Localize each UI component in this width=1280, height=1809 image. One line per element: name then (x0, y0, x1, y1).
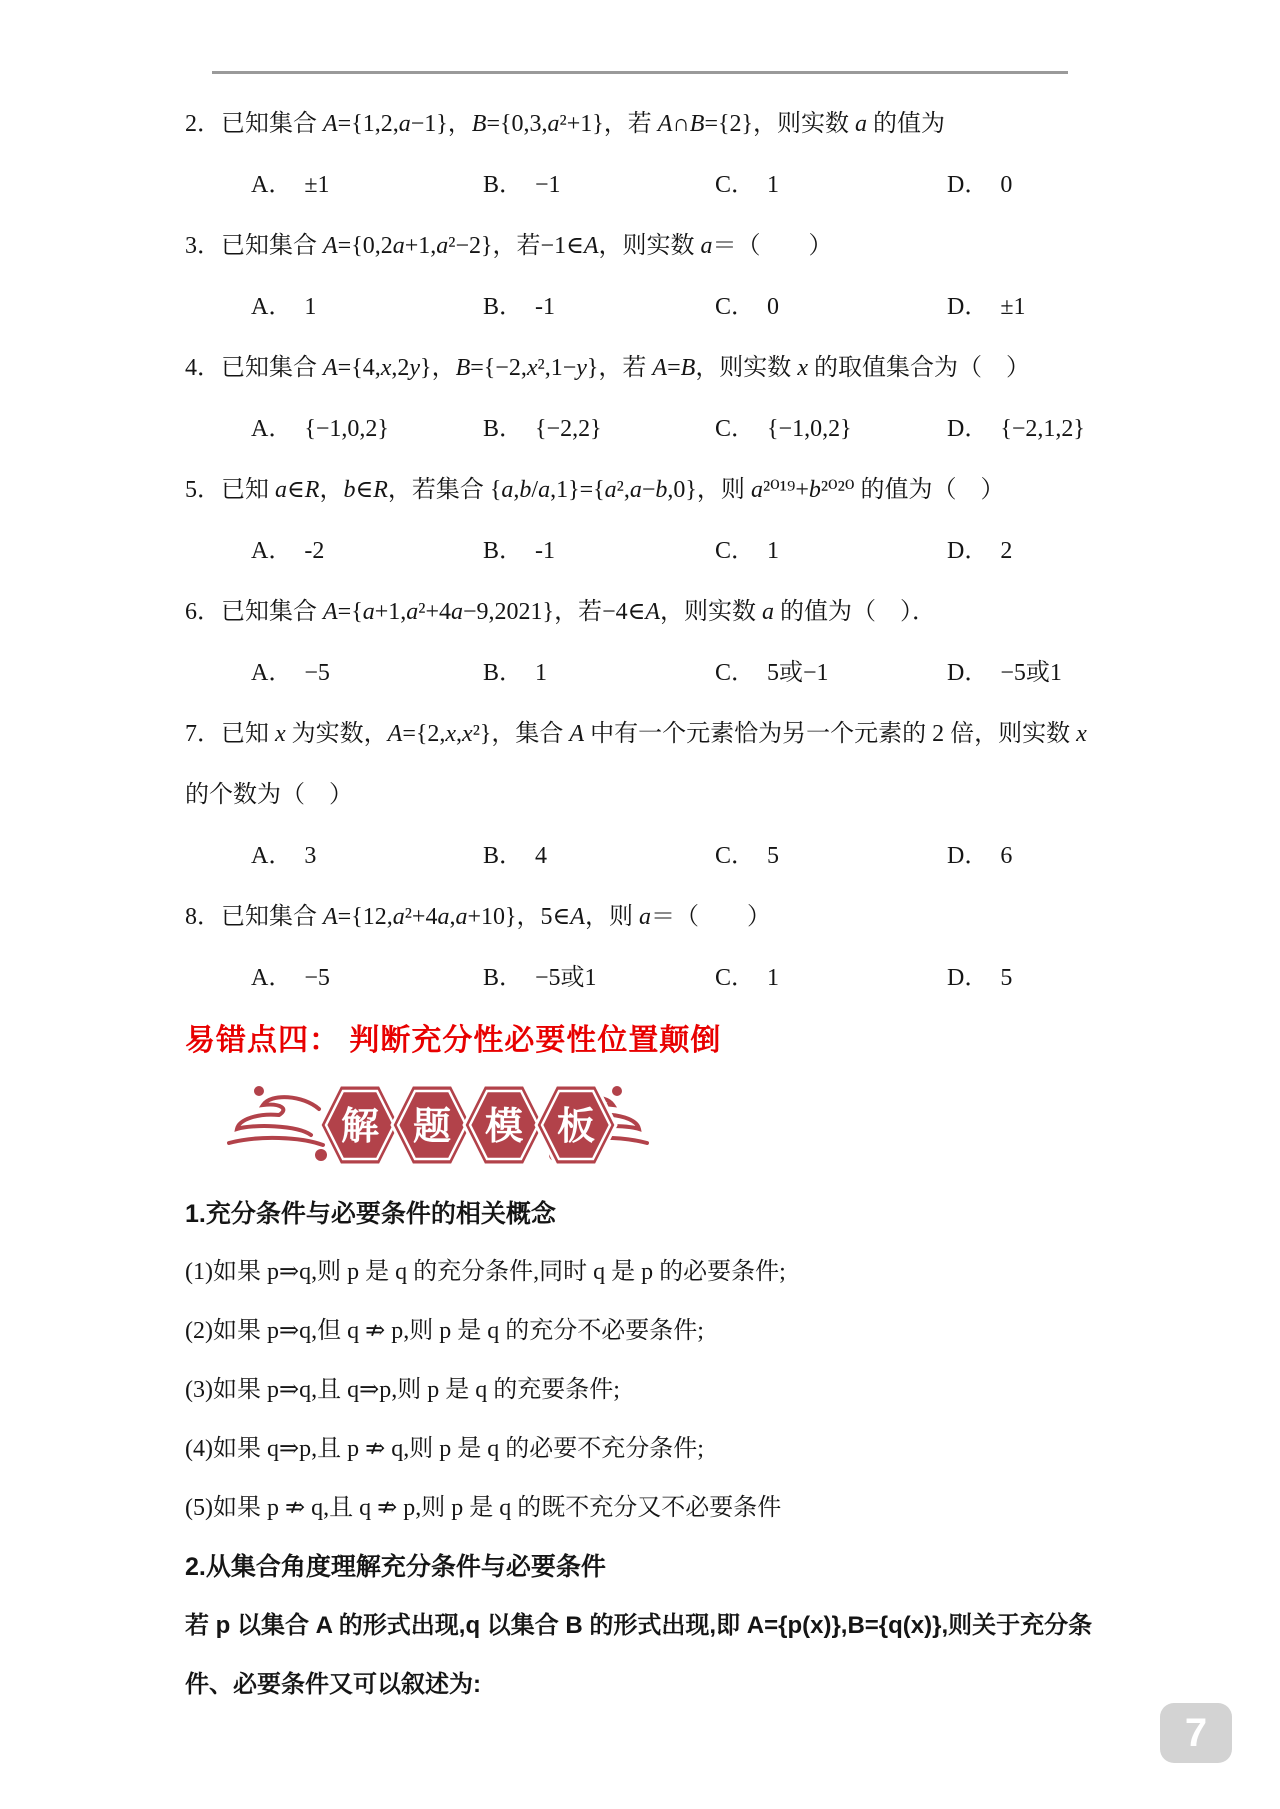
section-heading: 易错点四： 判断充分性必要性位置颠倒 (185, 1024, 722, 1057)
option-label: D． (947, 843, 989, 869)
option (715, 826, 947, 887)
page-number: 7 (1184, 1710, 1208, 1755)
page-number-badge (1160, 1703, 1232, 1763)
option-label: B． (483, 294, 524, 320)
question-stem: 6．已知集合 A={a+1,a²+4a−9,2021}，若−4∈A，则实数 a 的值为（ ）． (185, 599, 937, 625)
option (483, 399, 715, 460)
question-stem: 5．已知 a∈R，b∈R，若集合 {a,b/a,1}={a²,a−b,0}，则 a²⁰¹⁹+b²⁰²⁰ 的值为（ ） (185, 477, 1005, 503)
question-stem: 3．已知集合 A={0,2a+1,a²−2}，若−1∈A，则实数 a＝（ ） (185, 233, 833, 259)
option-text: 1 (767, 538, 780, 564)
option-text: −1 (535, 172, 561, 198)
question (185, 887, 1100, 1009)
notes-items (185, 1243, 1100, 1538)
option (251, 948, 483, 1009)
option (483, 948, 715, 1009)
option-text: 0 (767, 294, 780, 320)
option (947, 155, 1012, 216)
option-label: A． (251, 843, 293, 869)
option-label: A． (251, 538, 293, 564)
option (715, 521, 947, 582)
option-text: 5 (1000, 965, 1013, 991)
hexagon-char: 板 (556, 1106, 596, 1148)
option (483, 277, 715, 338)
top-divider (212, 71, 1068, 74)
option-text: -1 (535, 538, 556, 564)
question (185, 216, 1100, 338)
question-options (185, 643, 1100, 704)
option (947, 643, 1062, 704)
question-options (185, 155, 1100, 216)
hexagon-char: 解 (340, 1106, 380, 1148)
option-label: D． (947, 538, 989, 564)
content-area (185, 94, 1100, 1714)
note-item: (3)如果 p⇒q,且 q⇒p,则 p 是 q 的充要条件; (185, 1377, 620, 1403)
note-item: (4)如果 q⇒p,且 p ⇏ q,则 p 是 q 的必要不充分条件; (185, 1436, 704, 1462)
option-text: −5 (304, 965, 330, 991)
option-text: 1 (535, 660, 548, 686)
notes-heading-2: 2.从集合角度理解充分条件与必要条件 (185, 1553, 606, 1581)
option-text: −5 (304, 660, 330, 686)
notes-heading-1: 1.充分条件与必要条件的相关概念 (185, 1200, 556, 1228)
question-options (185, 826, 1100, 887)
option-label: B． (483, 416, 524, 442)
option-label: C． (715, 965, 756, 991)
option-text: 1 (767, 172, 780, 198)
option (947, 277, 1026, 338)
option-label: A． (251, 416, 293, 442)
option-text: 5或−1 (767, 660, 829, 686)
solution-template-badge (223, 1079, 653, 1171)
question-options (185, 277, 1100, 338)
option-label: B． (483, 660, 524, 686)
option-text: 0 (1000, 172, 1013, 198)
option-text: {−2,1,2} (1000, 416, 1085, 442)
option-label: D． (947, 660, 989, 686)
option (251, 399, 483, 460)
option-text: 6 (1000, 843, 1013, 869)
option-label: A． (251, 294, 293, 320)
note-item: (1)如果 p⇒q,则 p 是 q 的充分条件,同时 q 是 p 的必要条件; (185, 1259, 786, 1285)
option-label: D． (947, 965, 989, 991)
option-text: 5 (767, 843, 780, 869)
notes-para-line2: 件、必要条件又可以叙述为: (185, 1671, 481, 1698)
question-options (185, 521, 1100, 582)
option (715, 643, 947, 704)
option-label: C． (715, 172, 756, 198)
option (715, 948, 947, 1009)
question-stem: 4．已知集合 A={4,x,2y}，B={−2,x²,1−y}，若 A=B，则实数 x 的取值集合为（ ） (185, 355, 1030, 381)
notes-para-line1: 若 p 以集合 A 的形式出现,q 以集合 B 的形式出现,即 A={p(x)},B={q(x)},则关于充分条 (185, 1612, 1093, 1639)
hexagon-mo (464, 1085, 544, 1165)
option-label: D． (947, 294, 989, 320)
option (947, 826, 1012, 887)
question-stem: 7．已知 x 为实数，A={2,x,x²}，集合 A 中有一个元素恰为另一个元素的 2 倍，则实数 x (185, 721, 1087, 747)
option (483, 643, 715, 704)
option (715, 155, 947, 216)
option-text: 1 (767, 965, 780, 991)
option-text: {−2,2} (535, 416, 602, 442)
option-text: 2 (1000, 538, 1013, 564)
option (483, 155, 715, 216)
option-text: 1 (304, 294, 317, 320)
option-label: B． (483, 172, 524, 198)
question-stem: 的个数为（ ） (185, 782, 353, 808)
option-label: D． (947, 416, 989, 442)
note-item: (2)如果 p⇒q,但 q ⇏ p,则 p 是 q 的充分不必要条件; (185, 1318, 704, 1344)
option (947, 399, 1085, 460)
option-label: B． (483, 843, 524, 869)
badge-graphic (223, 1079, 653, 1171)
option (251, 826, 483, 887)
option (947, 948, 1012, 1009)
question (185, 460, 1100, 582)
question-stem: 8．已知集合 A={12,a²+4a,a+10}，5∈A，则 a＝（ ） (185, 904, 771, 930)
option-label: A． (251, 660, 293, 686)
question (185, 582, 1100, 704)
option-label: C． (715, 416, 756, 442)
option (483, 521, 715, 582)
option-label: C． (715, 843, 756, 869)
option-label: A． (251, 965, 293, 991)
option (715, 399, 947, 460)
hexagon-char: 模 (484, 1106, 524, 1148)
option-label: C． (715, 538, 756, 564)
option-label: A． (251, 172, 293, 198)
option-text: −5或1 (535, 965, 597, 991)
option-label: D． (947, 172, 989, 198)
option (251, 277, 483, 338)
option-text: {−1,0,2} (304, 416, 389, 442)
option-text: -1 (535, 294, 556, 320)
option-label: C． (715, 294, 756, 320)
question-options (185, 948, 1100, 1009)
option (251, 521, 483, 582)
option-text: {−1,0,2} (767, 416, 852, 442)
option-text: 4 (535, 843, 548, 869)
question-stem: 2．已知集合 A={1,2,a−1}，B={0,3,a²+1}，若 A∩B={2}，则实数 a 的值为 (185, 111, 946, 137)
option-label: B． (483, 538, 524, 564)
option (251, 643, 483, 704)
option-text: 3 (304, 843, 317, 869)
hexagon-char: 题 (412, 1106, 452, 1148)
hexagon-jie (320, 1085, 400, 1165)
option (251, 155, 483, 216)
cloud-ornament-left (229, 1086, 327, 1161)
hexagon-ti (392, 1085, 472, 1165)
option-label: C． (715, 660, 756, 686)
option-text: ±1 (1000, 294, 1026, 320)
option (483, 826, 715, 887)
question (185, 94, 1100, 216)
option-label: B． (483, 965, 524, 991)
option-text: -2 (304, 538, 325, 564)
option-text: −5或1 (1000, 660, 1062, 686)
note-item: (5)如果 p ⇏ q,且 q ⇏ p,则 p 是 q 的既不充分又不必要条件 (185, 1495, 782, 1521)
question (185, 704, 1100, 887)
question (185, 338, 1100, 460)
option-text: ±1 (304, 172, 330, 198)
questions (185, 94, 1100, 1009)
question-options (185, 399, 1100, 460)
option (715, 277, 947, 338)
option (947, 521, 1012, 582)
